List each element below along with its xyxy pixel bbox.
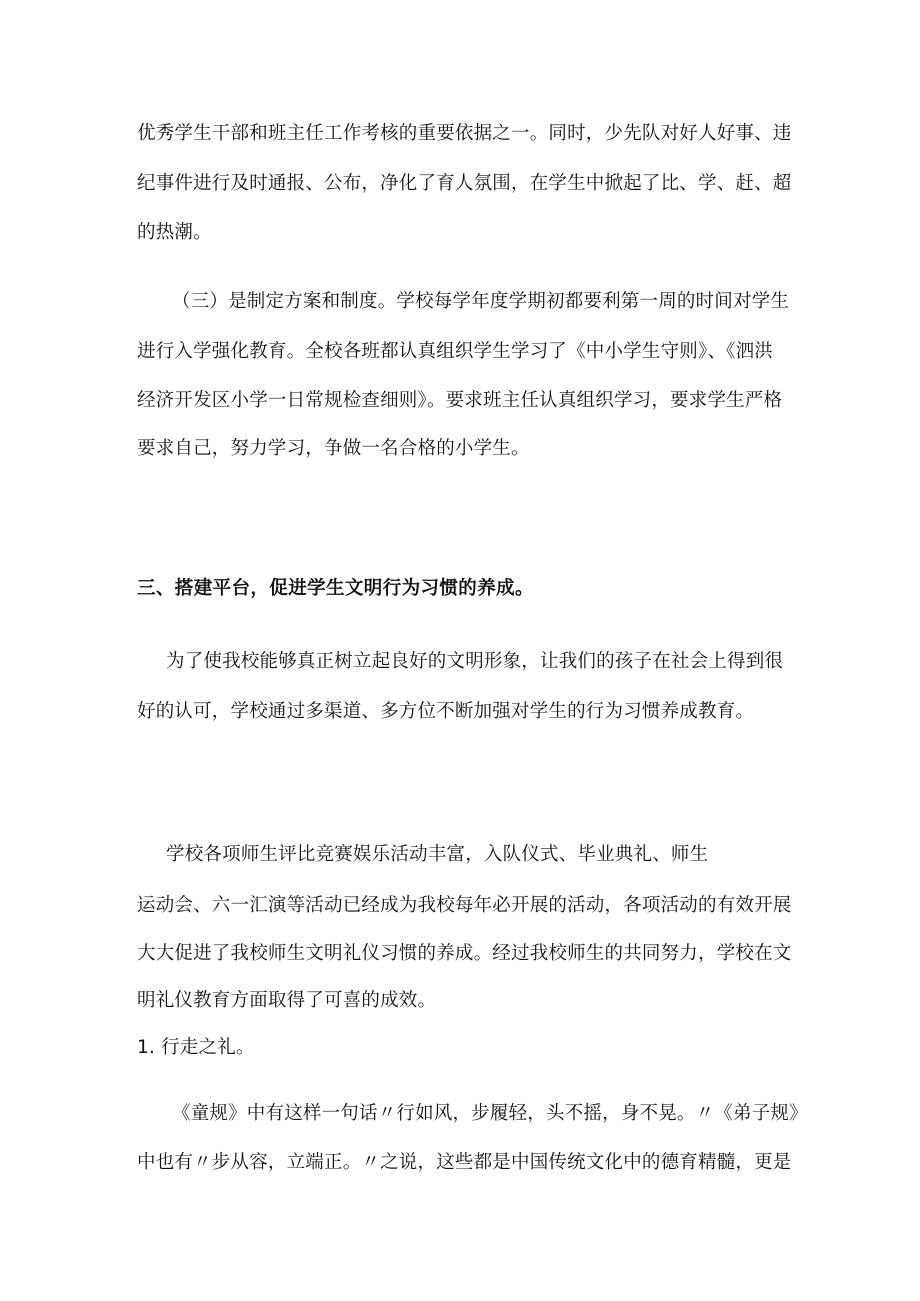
- paragraph-line: 中也有〃步从容，立端正。〃之说，这些都是中国传统文化中的德育精髓，更是: [137, 1152, 792, 1173]
- paragraph-line: 《童规》中有这样一句话〃行如风，步履轻，头不摇，身不晃。〃《弟子规》: [172, 1103, 808, 1124]
- paragraph-line: 要求自己，努力学习，争做一名合格的小学生。: [137, 438, 530, 459]
- paragraph-line: 的热潮。: [137, 222, 212, 243]
- paragraph-line: 大大促进了我校师生文明礼仪习惯的养成。经过我校师生的共同努力，学校在文: [137, 943, 792, 964]
- paragraph-line: 好的认可，学校通过多渠道、多方位不断加强对学生的行为习惯养成教育。: [137, 701, 755, 722]
- paragraph-line: 经济开发区小学一日常规检查细则》。要求班主任认真组织学习，要求学生严格: [137, 390, 783, 411]
- paragraph-line: （三）是制定方案和制度。学校每学年度学期初都要利第一周的时间对学生: [172, 291, 790, 312]
- paragraph-line: 为了使我校能够真正树立起良好的文明形象，让我们的孩子在社会上得到很: [166, 651, 784, 672]
- paragraph-line: 运动会、六一汇演等活动已经成为我校每年必开展的活动，各项活动的有效开展: [137, 895, 792, 916]
- paragraph-line: 明礼仪教育方面取得了可喜的成效。: [137, 990, 437, 1011]
- section-heading: 三、搭建平台，促进学生文明行为习惯的养成。: [137, 578, 534, 599]
- paragraph-line: 纪事件进行及时通报、公布，净化了育人氛围，在学生中掀起了比、学、赶、超: [137, 173, 792, 194]
- list-item-heading: 1. 行走之礼。: [137, 1037, 255, 1058]
- paragraph-line: 进行入学强化教育。全校各班都认真组织学生学习了《中小学生守则》、《泗洪: [137, 341, 774, 362]
- paragraph-line: 学校各项师生评比竞赛娱乐活动丰富，入队仪式、毕业典礼、师生: [166, 844, 709, 865]
- paragraph-line: 优秀学生干部和班主任工作考核的重要依据之一。同时，少先队对好人好事、违: [137, 123, 792, 144]
